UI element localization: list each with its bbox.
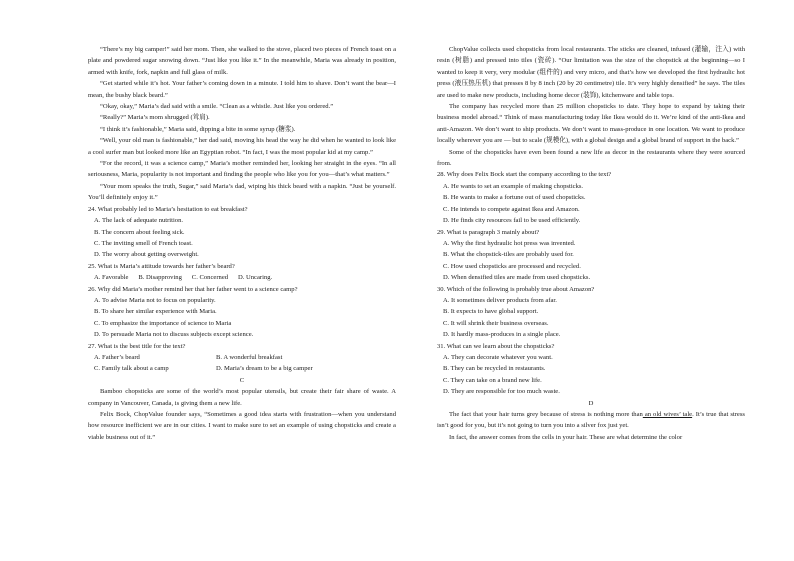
story-paragraph: “Okay, okay,” Maria’s dad said with a smile. “Clean as a whistle. Just like you ordered.” (100, 103, 334, 111)
option-31c: C. They can take on a brand new life. (443, 376, 542, 384)
option-26b: B. To share her similar experience with Maria. (94, 308, 217, 316)
option-29b: B. What the chopstick-tiles are probably used for. (443, 251, 574, 259)
left-column (88, 44, 396, 443)
passage-d-text: The fact that your hair turns grey because of stress is nothing more than (449, 411, 643, 418)
passage-c-label: C (239, 376, 245, 384)
option-30c: C. It will shrink their business overseas. (443, 319, 549, 327)
option-28d: D. He finds city resources fail to be used efficiently. (443, 217, 581, 225)
story-paragraph: “I think it’s fashionable,” Maria said, dipping a bite in some syrup (糖浆). (100, 125, 296, 133)
option-29c: C. How used chopsticks are processed and recycled. (443, 262, 581, 270)
question-30: 30. Which of the following is probably true about Amazon? (437, 285, 595, 293)
passage-d-text: . It’s true that stress isn’t good for you, but it’s not going to turn you into a silver fox just yet. (437, 411, 745, 430)
passage-c-paragraph: Bamboo chopsticks are some of the world’s most popular utensils, but create their fair share of waste. A company in Vancouver, Canada, is giving them a new life. (88, 388, 396, 407)
option-30d: D. It hardly mass-produces in a single place. (443, 331, 561, 339)
option-24c: C. The inviting smell of French toast. (94, 239, 193, 247)
underlined-phrase: an old wives’ tale (642, 411, 693, 418)
story-paragraph: “Really?” Maria’s mom shrugged (耸肩). (100, 114, 210, 122)
option-30a: A. It sometimes deliver products from afar. (443, 296, 557, 304)
story-paragraph: “For the record, it was a science camp,” Maria’s mother reminded her, looking her straight in the eyes. “In all seriousness, Maria, popularity is not important and finding the people who like you for you—that’s what matters.” (88, 160, 396, 179)
option-24b: B. The concern about feeling sick. (94, 228, 185, 236)
question-27: 27. What is the best title for the text? (88, 342, 186, 350)
option-30b: B. It expects to have global support. (443, 308, 539, 316)
option-26d: D. To persuade Maria not to discuss subjects except science. (94, 331, 254, 339)
options-27-row1 (94, 352, 396, 363)
question-25: 25. What is Maria’s attitude towards her father’s beard? (88, 262, 235, 270)
option-24a: A. The lack of adequate nutrition. (94, 217, 184, 225)
option-27a: A. Father’s beard (94, 353, 140, 361)
option-31d: D. They are responsible for too much waste. (443, 388, 560, 396)
passage-c-paragraph: ChopValue collects used chopsticks from local restaurants. The sticks are cleaned, infused (灌输，注入) with resin (树脂) and pressed into tiles (瓷砖). “Our limitation was the size of the chopstick at the beginning—so I wanted to keep it very, very modular (组件的) and very micro, and that’s how we developed the first hydraulic hot press (液压热压机) that presses 8 by 8 inch (20 by 20 centimetre) tile. It’s very highly densified” he says. The tiles are used to make new products, including home decor (装饰), kitchenware and table tops. (437, 46, 745, 99)
story-paragraph: “Get started while it’s hot. Your father’s coming down in a minute. I told him to shave. Don’t want the bear—I mean, the bushy black beard.” (88, 80, 396, 99)
option-24d: D. The worry about getting overweight. (94, 251, 199, 259)
passage-d-paragraph (437, 409, 745, 432)
question-29: 29. What is paragraph 3 mainly about? (437, 228, 540, 236)
passage-c-paragraph: The company has recycled more than 25 million chopsticks to date. They hope to expand by taking their business model abroad.“ Think of mass manufacturing today like Ikea would do it. We’re kind of the anti-Ikea and anti-Amazon. We don’t want to ship products. We don’t want to mass-produce in one location. We want to produce locally wherever you are — but to scale (规模化), with a global design and a global brand of support in the back.” (437, 103, 745, 145)
question-24: 24. What probably led to Maria’s hesitation to eat breakfast? (88, 205, 248, 213)
passage-d-paragraph: In fact, the answer comes from the cells in your hair. These are what determine the color (449, 433, 683, 441)
option-31a: A. They can decorate whatever you want. (443, 353, 553, 361)
story-paragraph: “Your mom speaks the truth, Sugar,” said Maria’s dad, wiping his thick beard with a napkin. “Just be yourself. You’ll definitely enjoy it.” (88, 182, 396, 202)
passage-c-paragraph: Some of the chopsticks have even been found a new life as decor in the restaurants where they were sourced from. (437, 148, 745, 168)
option-27b: B. A wonderful breakfast (216, 353, 283, 361)
option-29a: A. Why the first hydraulic hot press was invented. (443, 239, 576, 247)
story-paragraph: “Well, your old man is fashionable,” her dad said, moving his head the way he did when he wanted to look like a cool surfer man but looked more like an Egyptian robot. “In fact, I was the most popular kid at my camp.” (88, 137, 396, 156)
passage-d-label: D (588, 399, 594, 407)
option-29d: D. When densified tiles are made from used chopsticks. (443, 274, 591, 282)
option-26a: A. To advise Maria not to focus on popularity. (94, 296, 216, 304)
option-27c: C. Family talk about a camp (94, 365, 169, 373)
right-column (437, 44, 745, 443)
options-27-row2 (94, 363, 396, 374)
question-26: 26. Why did Maria’s mother remind her that her father went to a science camp? (88, 285, 298, 293)
question-31: 31. What can we learn about the chopsticks? (437, 342, 555, 350)
story-paragraph: “There’s my big camper!” said her mom. Then, she walked to the stove, placed two pieces of French toast on a plate and powdered sugar snowing down. “Just like you like it.” In the meanwhile, Maria was already in position, armed with knife, fork, napkin and full glass of milk. (88, 46, 396, 76)
options-25: A. Favorable B. Disapproving C. Concerned D. Uncaring. (94, 274, 273, 282)
option-28c: C. He intends to compete against Ikea and Amazon. (443, 205, 580, 213)
option-28b: B. He wants to make a fortune out of used chopsticks. (443, 194, 586, 202)
option-28a: A. He wants to set an example of making chopsticks. (443, 182, 584, 190)
option-27d: D. Maria’s dream to be a big camper (216, 365, 313, 373)
option-26c: C. To emphasize the importance of science to Maria (94, 319, 232, 327)
passage-c-paragraph: Felix Bock, ChopValue founder says, “Sometimes a good idea starts with frustration—when you understand how resource inefficient we are in our cities. I want to make sure to set an example of using chopsticks and create a viable business out of it.” (88, 411, 396, 441)
question-28: 28. Why does Felix Bock start the company according to the text? (437, 171, 612, 179)
option-31b: B. They can be recycled in restaurants. (443, 365, 546, 373)
